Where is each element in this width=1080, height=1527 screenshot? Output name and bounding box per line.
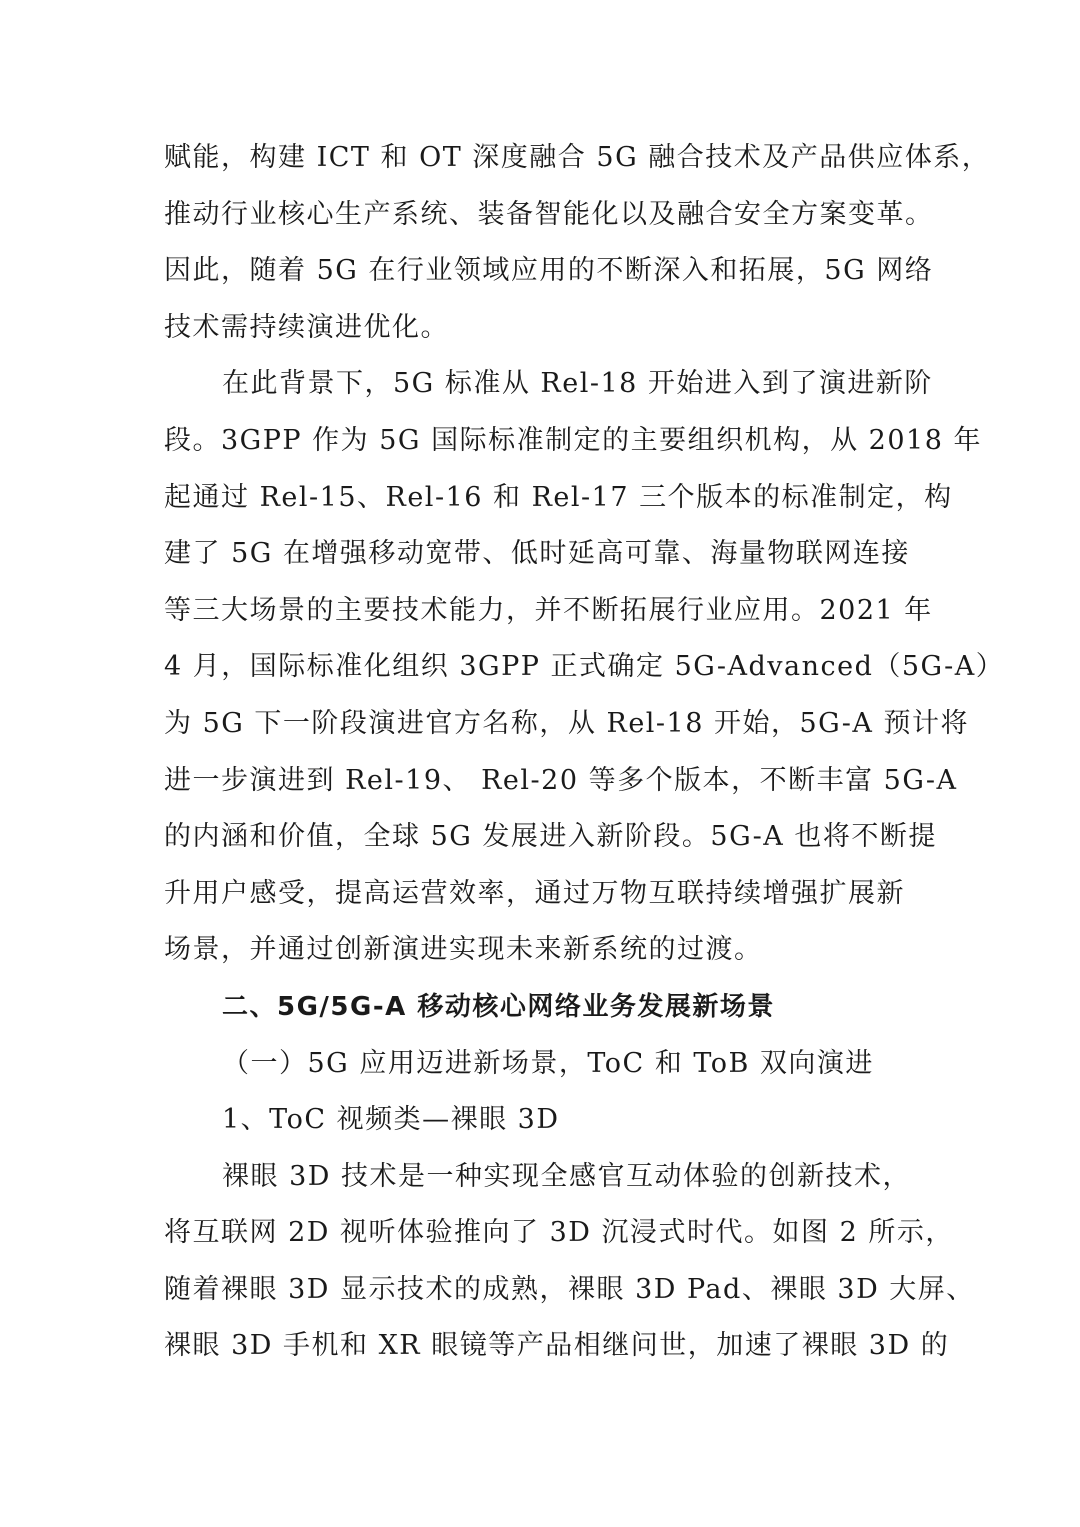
section-heading: 二、5G/5G-A 移动核心网络业务发展新场景 [222, 991, 775, 1022]
text-line: 建了 5G 在增强移动宽带、低时延高可靠、海量物联网连接 [164, 538, 910, 570]
text-line: 在此背景下，5G 标准从 Rel-18 开始进入到了演进新阶 [222, 368, 933, 400]
text-line: 技术需持续演进优化。 [164, 311, 449, 343]
text-line: 场景，并通过创新演进实现未来新系统的过渡。 [164, 934, 763, 966]
text-line: 起通过 Rel-15、Rel-16 和 Rel-17 三个版本的标准制定，构 [164, 481, 953, 513]
text-line: 的内涵和价值，全球 5G 发展进入新阶段。5G-A 也将不断提 [164, 821, 937, 853]
text-line: 等三大场景的主要技术能力，并不断拓展行业应用。2021 年 [164, 594, 933, 626]
text-line: 裸眼 3D 技术是一种实现全感官互动体验的创新技术， [222, 1160, 911, 1192]
text-line: 因此，随着 5G 在行业领域应用的不断深入和拓展，5G 网络 [164, 255, 934, 287]
document-body [164, 130, 1005, 1375]
text-line: 裸眼 3D 手机和 XR 眼镜等产品相继问世，加速了裸眼 3D 的 [164, 1330, 950, 1362]
text-line: 升用户感受，提高运营效率，通过万物互联持续增强扩展新 [164, 877, 905, 909]
subsection-heading: （一）5G 应用迈进新场景，ToC 和 ToB 双向演进 [222, 1047, 874, 1079]
item-heading: 1、ToC 视频类—裸眼 3D [222, 1104, 560, 1136]
paragraph-naked-eye-3d [164, 1149, 975, 1375]
text-line: 将互联网 2D 视听体验推向了 3D 沉浸式时代。如图 2 所示， [164, 1217, 954, 1249]
paragraph-continuation [164, 130, 991, 356]
text-line: 赋能，构建 ICT 和 OT 深度融合 5G 融合技术及产品供应体系， [164, 142, 991, 173]
paragraph-5g-advanced-background [164, 356, 1005, 979]
text-line: 为 5G 下一阶段演进官方名称，从 Rel-18 开始，5G-A 预计将 [164, 707, 969, 739]
text-line: 随着裸眼 3D 显示技术的成熟，裸眼 3D Pad、裸眼 3D 大屏、 [164, 1273, 975, 1305]
text-line: 段。3GPP 作为 5G 国际标准制定的主要组织机构，从 2018 年 [164, 424, 982, 456]
text-line: 推动行业核心生产系统、装备智能化以及融合安全方案变革。 [164, 198, 934, 230]
text-line: 进一步演进到 Rel-19、 Rel-20 等多个版本，不断丰富 5G-A [164, 764, 958, 796]
text-line: 4 月，国际标准化组织 3GPP 正式确定 5G-Advanced（5G-A） [164, 651, 1005, 683]
